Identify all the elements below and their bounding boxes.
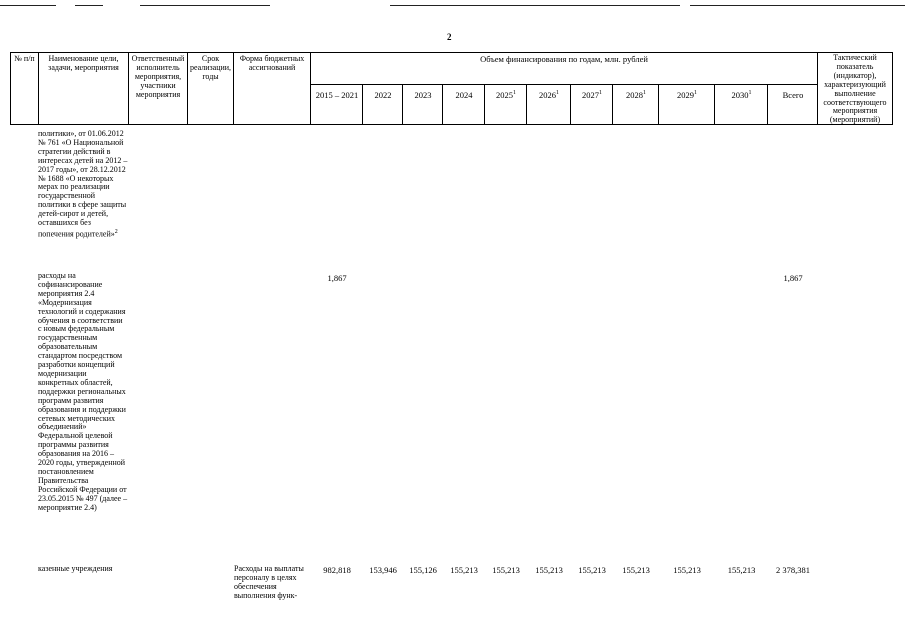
kazennye-value: 155,213	[535, 565, 563, 575]
continuation-text: политики», от 01.06.2012 № 761 «О Национальной стратегии действий в интересах детей на 2012 – 2017 годы», от 28.12.2012 № 1688 «О некоторых мерах по реализации государственной политики в сфере защиты детей-сирот и детей, оставшихся без попечения родителей»$^2$	[38, 129, 128, 239]
header-responsible: Ответственный исполнитель мероприятия, участники мероприятия	[131, 54, 185, 99]
year-header: 2015 – 2021	[315, 89, 359, 100]
year-header: 2028$^1$	[626, 89, 646, 100]
header-form: Форма бюджетных ассигнований	[239, 54, 305, 72]
kazennye-value: 155,213	[450, 565, 478, 575]
kazennye-value: 155,213	[622, 565, 650, 575]
kazennye-value: 155,213	[492, 565, 520, 575]
year-header: 2026$^1$	[539, 89, 559, 100]
cofinancing-value-2015-2021: 1,867	[327, 273, 347, 283]
year-header: 2025$^1$	[496, 89, 516, 100]
kazennye-value: 153,946	[369, 565, 397, 575]
top-rule	[390, 5, 680, 6]
header-term: Срок реализации, годы	[189, 54, 232, 81]
page-number: 2	[447, 32, 452, 42]
year-header: 2030$^1$	[731, 89, 752, 100]
top-rule	[0, 5, 56, 6]
year-header: 2027$^1$	[582, 89, 602, 100]
top-rule	[75, 5, 103, 6]
header-name: Наименование цели, задачи, мероприятия	[48, 54, 119, 72]
year-header: Всего	[782, 89, 804, 100]
year-header: 2029$^1$	[677, 89, 697, 100]
kazennye-value: 155,213	[673, 565, 701, 575]
top-rule	[140, 5, 270, 6]
year-header: 2022	[374, 89, 392, 100]
kazennye-label: казенные учреждения	[38, 564, 113, 573]
header-indicator: Тактический показатель (индикатор), характеризующий выполнение соответствующего мероприятия (мероприятий)	[823, 53, 887, 125]
year-header: 2024	[455, 89, 473, 100]
top-rule	[690, 5, 905, 6]
cofinancing-text: расходы на софинансирование мероприятия 2.4 «Модернизация технологий и содержания обучения в соответствии с новым федеральным государственным образовательным стандартом посредством разработки концепций модернизации конкретных областей, поддержки региональных программ развития образования и поддержки сетевых методических объединений» Федеральной целевой программы развития образования на 2016 – 2020 годы, утвержденной постановлением Правительства Российской Федерации от 23.05.2015 № 497 (далее – мероприятие 2.4)	[38, 271, 128, 512]
kazennye-value: 155,213	[727, 565, 756, 575]
header-financing: Объем финансирования по годам, млн. рублей	[480, 54, 648, 64]
kazennye-value: 155,213	[578, 565, 606, 575]
kazennye-value: 2 378,381	[776, 565, 810, 575]
year-header: 2023	[414, 89, 432, 100]
kazennye-value: 982,818	[323, 565, 351, 575]
kazennye-form: Расходы на выплаты персоналу в целях обеспечения выполнения функ-	[234, 564, 304, 600]
kazennye-value: 155,126	[409, 565, 437, 575]
header-num: № п/п	[14, 54, 35, 63]
cofinancing-value-total: 1,867	[783, 273, 803, 283]
